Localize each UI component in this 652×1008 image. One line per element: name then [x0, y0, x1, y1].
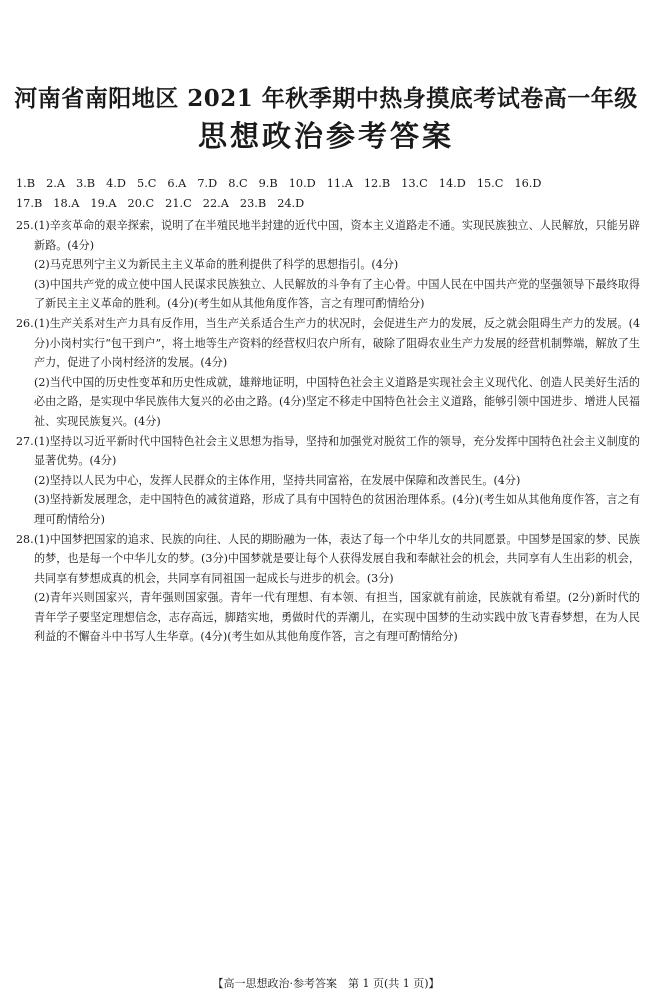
question-28: [16, 530, 640, 648]
document-subtitle: 思想政治参考答案: [197, 119, 454, 153]
question-number: 28.: [16, 532, 34, 546]
question-body: [34, 216, 640, 314]
mc-answer: 3.B: [76, 177, 96, 190]
question-number: 25.: [16, 219, 34, 232]
mc-answers-row-2: [16, 194, 640, 214]
mc-answer: 13.C: [401, 177, 428, 190]
mc-answer: 1.B: [16, 177, 36, 190]
mc-answer: 11.A: [326, 177, 353, 190]
question-body: [34, 314, 640, 432]
page-footer: 【高一思想政治·参考答案 第 1 页(共 1 页)】: [212, 977, 440, 990]
question-27: [16, 432, 640, 530]
exam-title: 河南省南阳地区 2021 年秋季期中热身摸底考试卷高一年级: [14, 85, 638, 112]
mc-answer: 18.A: [53, 197, 80, 210]
question-26: [16, 314, 640, 432]
answer-paragraph: (2)坚持以人民为中心，发挥人民群众的主体作用，坚持共同富裕，在发展中保障和改善民生。(4分): [34, 473, 521, 487]
mc-answer: 9.B: [258, 177, 278, 190]
mc-answer: 16.D: [514, 177, 542, 190]
answer-paragraph: (2)马克思列宁主义为新民主主义革命的胜利提供了科学的思想指引。(4分): [34, 258, 399, 272]
mc-answer: 12.B: [363, 177, 391, 190]
question-body: [34, 432, 640, 530]
mc-answer: 22.A: [202, 197, 229, 210]
answer-paragraph: (3)中国共产党的成立使中国人民谋求民族独立、人民解放的斗争有了主心骨。中国人民在中国共产党的坚强领导下最终取得了新民主主义革命的胜利。(4分)(考生如从其他角度作答，言之有理可酌情给分): [34, 277, 640, 311]
question-number: 26.: [16, 316, 34, 330]
mc-answer: 8.C: [228, 177, 248, 190]
mc-answer: 2.A: [46, 177, 66, 190]
question-25: [16, 216, 640, 314]
mc-answer: 15.C: [476, 177, 504, 190]
mc-answer: 24.D: [277, 197, 305, 210]
mc-answer: 7.D: [197, 177, 218, 190]
answer-paragraph: (1)辛亥革命的艰辛探索，说明了在半殖民地半封建的近代中国，资本主义道路走不通。实现民族独立、人民解放，只能另辟新路。(4分): [34, 219, 640, 252]
answer-paragraph: (2)当代中国的历史性变革和历史性成就，雄辩地证明，中国特色社会主义道路是实现社会主义现代化、创造人民美好生活的必由之路，是实现中华民族伟大复兴的必由之路。(4分)坚定不移走中国特色社会主义道路，能够引领中国进步、增进人民福祉、实现民族复兴。(4分): [34, 375, 640, 428]
mc-answer: 20.C: [127, 197, 155, 210]
mc-answer: 5.C: [136, 177, 157, 190]
question-number: 27.: [16, 434, 34, 448]
mc-answer: 21.C: [165, 197, 192, 210]
answer-paragraph: (1)生产关系对生产力具有反作用，当生产关系适合生产力的状况时，会促进生产力的发展，反之就会阻碍生产力的发展。(4分)小岗村实行“包干到户”，将土地等生产资料的经营权归农户所有，破除了阻碍农业生产力发展的经营机制弊端，解放了生产力，促进了小岗村经济的发展。(4分): [34, 316, 640, 370]
question-body: [34, 530, 640, 648]
mc-answer: 23.B: [239, 197, 267, 210]
answer-content: [16, 216, 640, 647]
answer-paragraph: (2)青年兴则国家兴，青年强则国家强。青年一代有理想、有本领、有担当，国家就有前途，民族就有希望。(2分)新时代的青年学子要坚定理想信念，志存高远，脚踏实地，勇做时代的弄潮儿，在实现中国梦的生动实践中放飞青春梦想，在为人民利益的不懈奋斗中书写人生华章。(4分)(考生如从其他角度作答，言之有理可酌情给分): [34, 591, 640, 644]
mc-answer: 19.A: [90, 197, 117, 210]
mc-answer: 14.D: [438, 177, 466, 190]
mc-answer: 17.B: [16, 197, 43, 210]
answer-paragraph: (1)中国梦把国家的追求、民族的向往、人民的期盼融为一体，表达了每一个中华儿女的共同愿景。中国梦是国家的梦、民族的梦，也是每一个中华儿女的梦。(3分)中国梦就是要让每个人获得发展自我和奉献社会的机会，共同享有人生出彩的机会，共同享有梦想成真的机会，共同享有同祖国一起成长与进步的机会。(3分): [34, 532, 640, 585]
mc-answers-row-1: [16, 174, 640, 194]
mc-answer: 6.A: [167, 177, 187, 190]
answer-paragraph: (3)坚持新发展理念，走中国特色的减贫道路，形成了具有中国特色的贫困治理体系。(4分)(考生如从其他角度作答，言之有理可酌情给分): [34, 493, 640, 526]
mc-answer: 10.D: [288, 177, 316, 190]
mc-answer: 4.D: [106, 177, 126, 190]
answer-paragraph: (1)坚持以习近平新时代中国特色社会主义思想为指导，坚持和加强党对脱贫工作的领导，充分发挥中国特色社会主义制度的显著优势。(4分): [34, 434, 640, 468]
